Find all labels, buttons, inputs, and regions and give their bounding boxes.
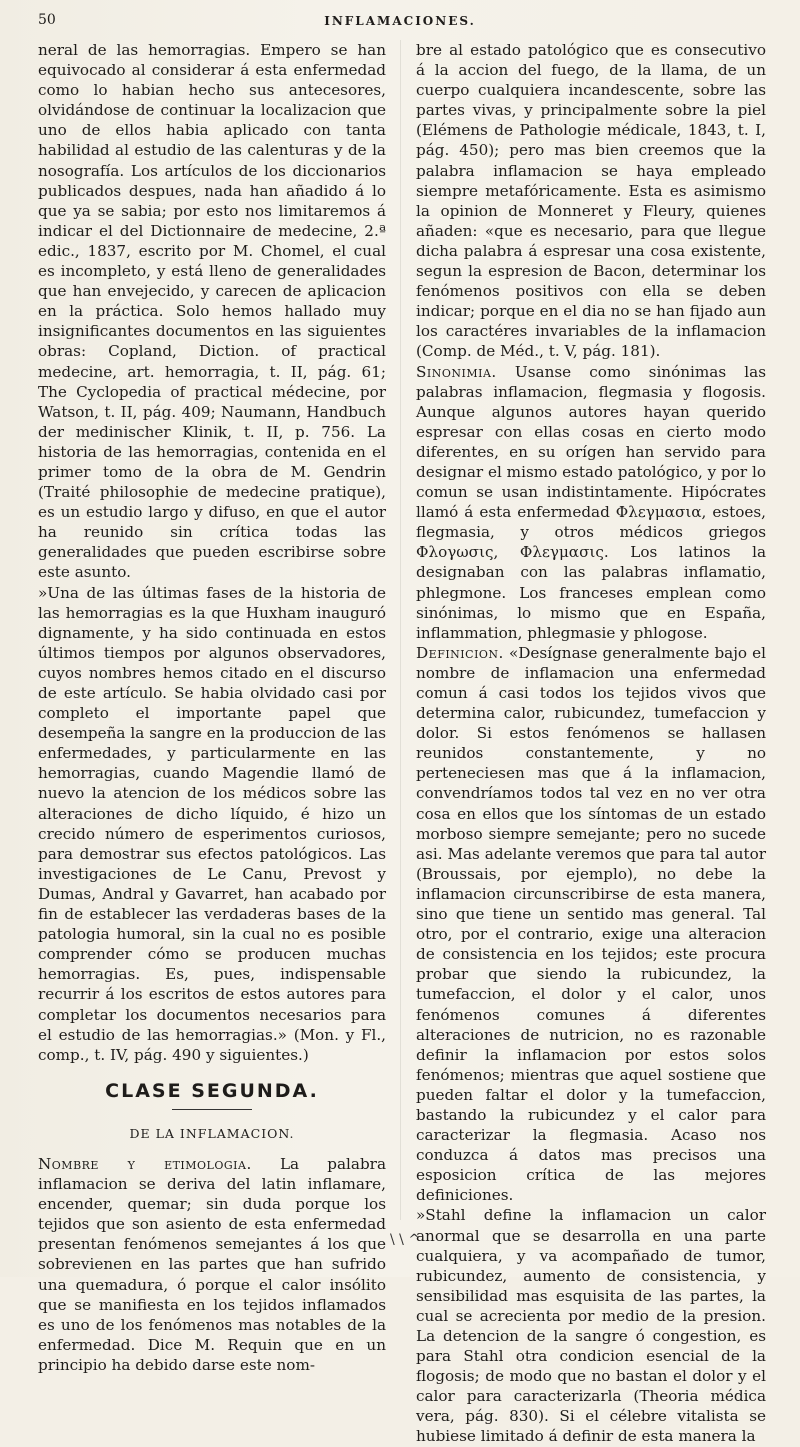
paragraph-body: Usanse como sinónimas las palabras inflamacion, flegmasia y flogosis. Aunque algunos autores hayan querido espresar con ellas cosas en cierto modo diferentes, en su orígen han servido para designar el mismo estado patológico, y por lo comun se usan indistintamente. Hipócrates llamó á esta enfermedad Φλεγμασια, estoes, flegmasia, y otros médicos griegos Φλογωσις, Φλεγμασις. Los latinos la designaban con las palabras inflamatio, phlegmone. Los franceses emplean como sinónimas, lo mismo que en España, inflammation, phlegmasie y phlogose. (416, 362, 767, 642)
paragraph-lead: Definicion. (416, 643, 504, 662)
section-heading: DE LA INFLAMACION. (129, 1125, 295, 1141)
right-column (416, 40, 766, 1447)
paragraph: bre al estado patológico que es consecutivo á la accion del fuego, de la llama, de un cuerpo cualquiera incandescente, sobre las partes vivas, y principalmente sobre la piel (Elémens de Pathologie médicale, 1843, t. I, pág. 450); pero mas bien creemos que la palabra inflamacion se haya empleado siempre metafóricamente. Esta es asimismo la opinion de Monneret y Fleury, quienes añaden: «que es necesario, para que llegue dicha palabra á espresar una cosa existente, segun la espresion de Bacon, determinar los fenómenos positivos con ella se deben indicar; porque en el dia no se han fijado aun los caractéres invariables de la inflamacion (Comp. de Méd., t. V, pág. 181). (416, 41, 766, 361)
paragraph-lead: Sinonimia. (416, 362, 497, 381)
paragraph: »Stahl define la inflamacion un calor anormal que se desarrolla en una parte cualquiera, y va acompañado de tumor, rubicundez, aumento de consistencia, y sensibilidad mas esquisita de las partes, la cual se acrecienta por medio de la presion. La detencion de la sangre ó congestion, es para Stahl otra condicion esencial de la flogosis; de modo que no bastan el dolor y el calor para caracterizarla (Theoria médica vera, pág. 830). Si el célebre vitalista se hubiese limitado á definir de esta manera la (416, 1206, 766, 1446)
column-divider (400, 40, 401, 1220)
class-heading: CLASE SEGUNDA. (105, 1079, 319, 1102)
paragraph: neral de las hemorragias. Empero se han equivocado al considerar á esta enfermedad como lo habian hecho sus antecesores, olvidándose de continuar la localizacion que uno de ellos habia aplicado con tanta habilidad al estudio de las calenturas y de la nosografía. Los artículos de los diccionarios publicados despues, nada han añadido á lo que ya se sabia; por esto nos limitaremos á indicar el del Dictionnaire de medecine, 2.ª edic., 1837, escrito por M. Chomel, el cual es incompleto, y está lleno de generalidades que han envejecido, y carecen de aplicacion en la práctica. Solo hemos hallado muy insignificantes documentos en las siguientes obras: Copland, Diction. of practical medecine, art. hemorragia, t. II, pág. 61; The Cyclopedia of practical médecine, por Watson, t. II, pág. 409; Naumann, Handbuch der medinischer Klinik, t. II, p. 756. La historia de las hemorragias, contenida en el primer tomo de la obra de M. Gendrin (Traité philosophie de medecine pratique), es un estudio largo y difuso, en que el autor ha reunido sin crítica todas las generalidades que pueden escribirse sobre este asunto. (38, 41, 386, 582)
paragraph-body: «Desígnase generalmente bajo el nombre de inflamacion una enfermedad comun á casi todos los tejidos vivos que determina calor, rubicundez, tumefaccion y dolor. Si estos fenómenos se hallasen reunidos constantemente, y no perteneciesen mas que á la inflamacion, convendríamos todos tal vez en no ver otra cosa en ellos que los síntomas de un estado morboso siempre semejante; pero no sucede asi. Mas adelante veremos que para tal autor (Broussais, por ejemplo), no debe la inflamacion circunscribirse de esta manera, sino que tiene un sentido mas general. Tal otro, por el contrario, exige una alteracion de consistencia en los tejidos; este procura probar que siendo la rubicundez, la tumefaccion, el dolor y el calor, unos fenómenos comunes á diferentes alteraciones de nutricion, no es razonable definir la inflamacion por estos solos fenómenos; mientras que aquel sostiene que pueden faltar el dolor y la tumefaccion, bastando la rubicundez y el calor para caracterizar la flegmasia. Acaso nos conduzca á datos mas precisos una esposicion crítica de las mejores definiciones. (416, 643, 766, 1205)
page-number: 50 (38, 12, 56, 28)
paragraph-lead: Nombre y etimologia. (38, 1154, 252, 1173)
paragraph-body: La palabra inflamacion se deriva del latin inflamare, encender, quemar; sin duda porque los tejidos que son asiento de esta enfermedad presentan fenómenos semejantes á los que sobrevienen en las partes que han sufrido una quemadura, ó porque el calor insólito que se manifiesta en los tejidos inflamados es uno de los fenómenos mas notables de la enfermedad. Dice M. Requin que en un principio ha debido darse este nom- (38, 1154, 386, 1374)
bottom-mark: \ \ ^ (390, 1232, 421, 1248)
paragraph (416, 643, 766, 1206)
paragraph: »Una de las últimas fases de la historia de las hemorragias es la que Huxham inauguró dignamente, y ha sido continuada en estos últimos tiempos por algunos observadores, cuyos nombres hemos citado en el discurso de este artículo. Se habia olvidado casi por completo el importante papel que desempeña la sangre en la produccion de las enfermedades, y particularmente en las hemorragias, cuando Magendie llamó de nuevo la atencion de los médicos sobre las alteraciones de dicho líquido, é hizo un crecido número de esperimentos curiosos, para demostrar sus efectos patológicos. Las investigaciones de Le Canu, Prevost y Dumas, Andral y Gavarret, han acabado por fin de establecer las verdaderas bases de la patologia humoral, sin la cual no es posible comprender cómo se producen muchas hemorragias. Es, pues, indispensable recurrir á los escritos de estos autores para completar los documentos necesarios para el estudio de las hemorragias.» (Mon. y Fl., comp., t. IV, pág. 490 y siguientes.) (38, 583, 386, 1064)
heading-rule (172, 1109, 252, 1110)
page-header (38, 12, 762, 34)
left-column (38, 40, 386, 1375)
paragraph (38, 1154, 386, 1375)
running-title: INFLAMACIONES. (324, 14, 476, 28)
paragraph (416, 362, 766, 643)
